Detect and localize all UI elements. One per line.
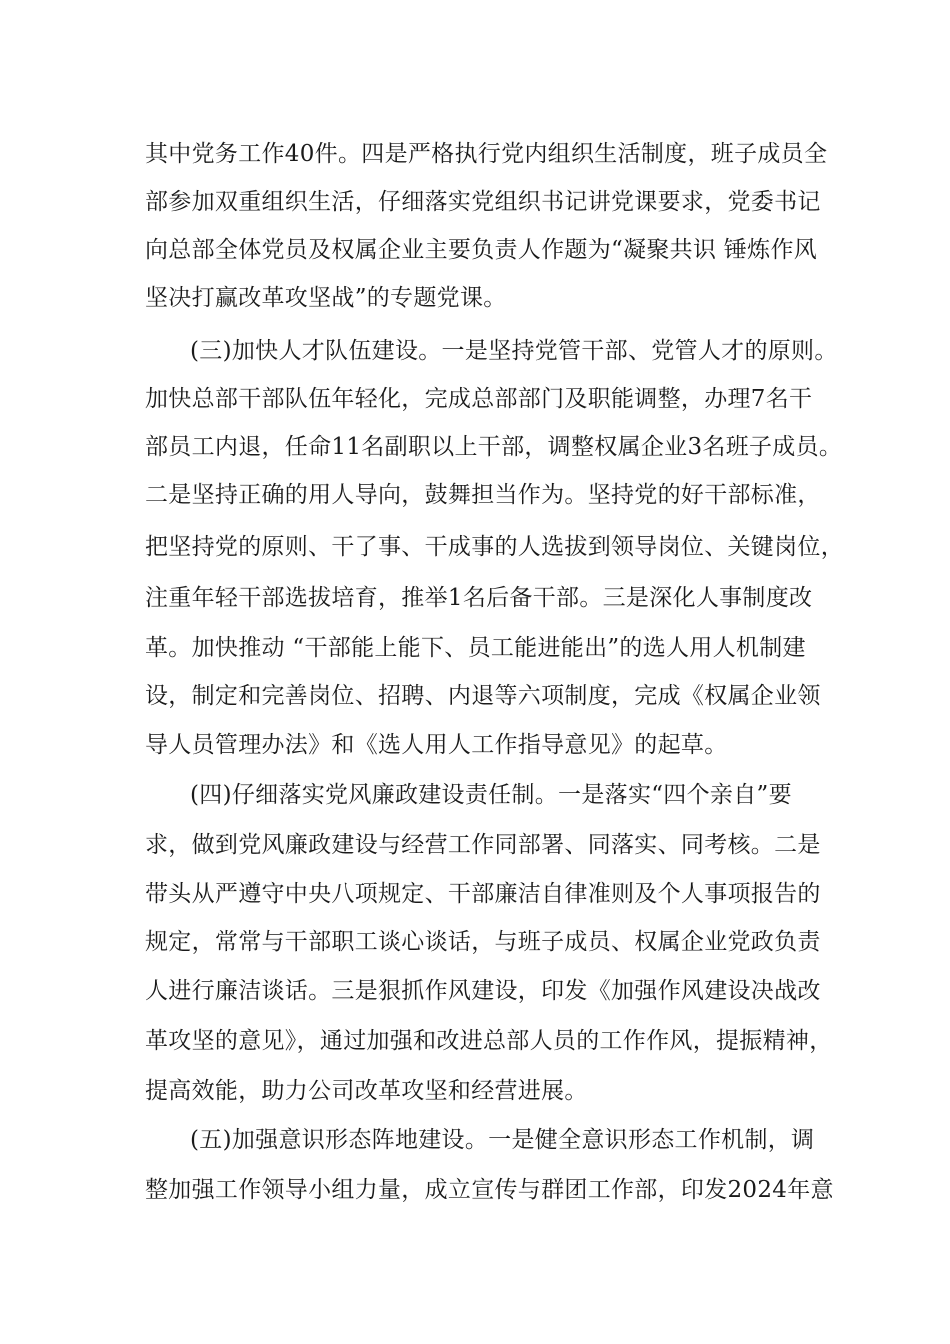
section-heading-line: (五)加强意识形态阵地建设。一是健全意识形态工作机制，调 bbox=[190, 1127, 815, 1153]
body-text-line: 注重年轻干部选拔培育，推举1名后备干部。三是深化人事制度改 bbox=[145, 585, 813, 611]
body-text-line: 其中党务工作40件。四是严格执行党内组织生活制度，班子成员全 bbox=[145, 141, 828, 167]
body-text-line: 革。加快推动 “干部能上能下、员工能进能出”的选人用人机制建 bbox=[145, 635, 806, 661]
body-text-line: 部员工内退，任命11名副职以上干部，调整权属企业3名班子成员。 bbox=[145, 434, 843, 460]
body-text-line: 求，做到党风廉政建设与经营工作同部署、同落实、同考核。二是 bbox=[145, 832, 821, 858]
body-text-line: 人进行廉洁谈话。三是狠抓作风建设，印发《加强作风建设决战改 bbox=[145, 978, 821, 1004]
section-heading-line: (三)加快人才队伍建设。一是坚持党管干部、党管人才的原则。 bbox=[190, 338, 838, 364]
section-heading-line: (四)仔细落实党风廉政建设责任制。一是落实“四个亲自”要 bbox=[190, 782, 792, 808]
body-text-line: 导人员管理办法》和《选人用人工作指导意见》的起草。 bbox=[145, 732, 728, 758]
body-text-line: 二是坚持正确的用人导向，鼓舞担当作为。坚持党的好干部标准， bbox=[145, 482, 821, 508]
body-text-line: 整加强工作领导小组力量，成立宣传与群团工作部，印发2024年意 bbox=[145, 1177, 834, 1203]
body-text-line: 带头从严遵守中央八项规定、干部廉洁自律准则及个人事项报告的 bbox=[145, 881, 821, 907]
body-text-line: 坚决打赢改革攻坚战”的专题党课。 bbox=[145, 285, 507, 311]
body-text-line: 把坚持党的原则、干了事、干成事的人选拔到领导岗位、关键岗位， bbox=[145, 534, 844, 560]
body-text-line: 设，制定和完善岗位、招聘、内退等六项制度，完成《权属企业领 bbox=[145, 683, 821, 709]
body-text-line: 提高效能，助力公司改革攻坚和经营进展。 bbox=[145, 1078, 588, 1104]
body-text-line: 向总部全体党员及权属企业主要负责人作题为“凝聚共识 锤炼作风 bbox=[145, 237, 818, 263]
body-text-line: 部参加双重组织生活，仔细落实党组织书记讲党课要求，党委书记 bbox=[145, 189, 821, 215]
body-text-line: 加快总部干部队伍年轻化，完成总部部门及职能调整，办理7名干 bbox=[145, 386, 813, 412]
body-text-line: 规定，常常与干部职工谈心谈话，与班子成员、权属企业党政负责 bbox=[145, 929, 821, 955]
body-text-line: 革攻坚的意见》，通过加强和改进总部人员的工作作风，提振精神， bbox=[145, 1028, 833, 1054]
